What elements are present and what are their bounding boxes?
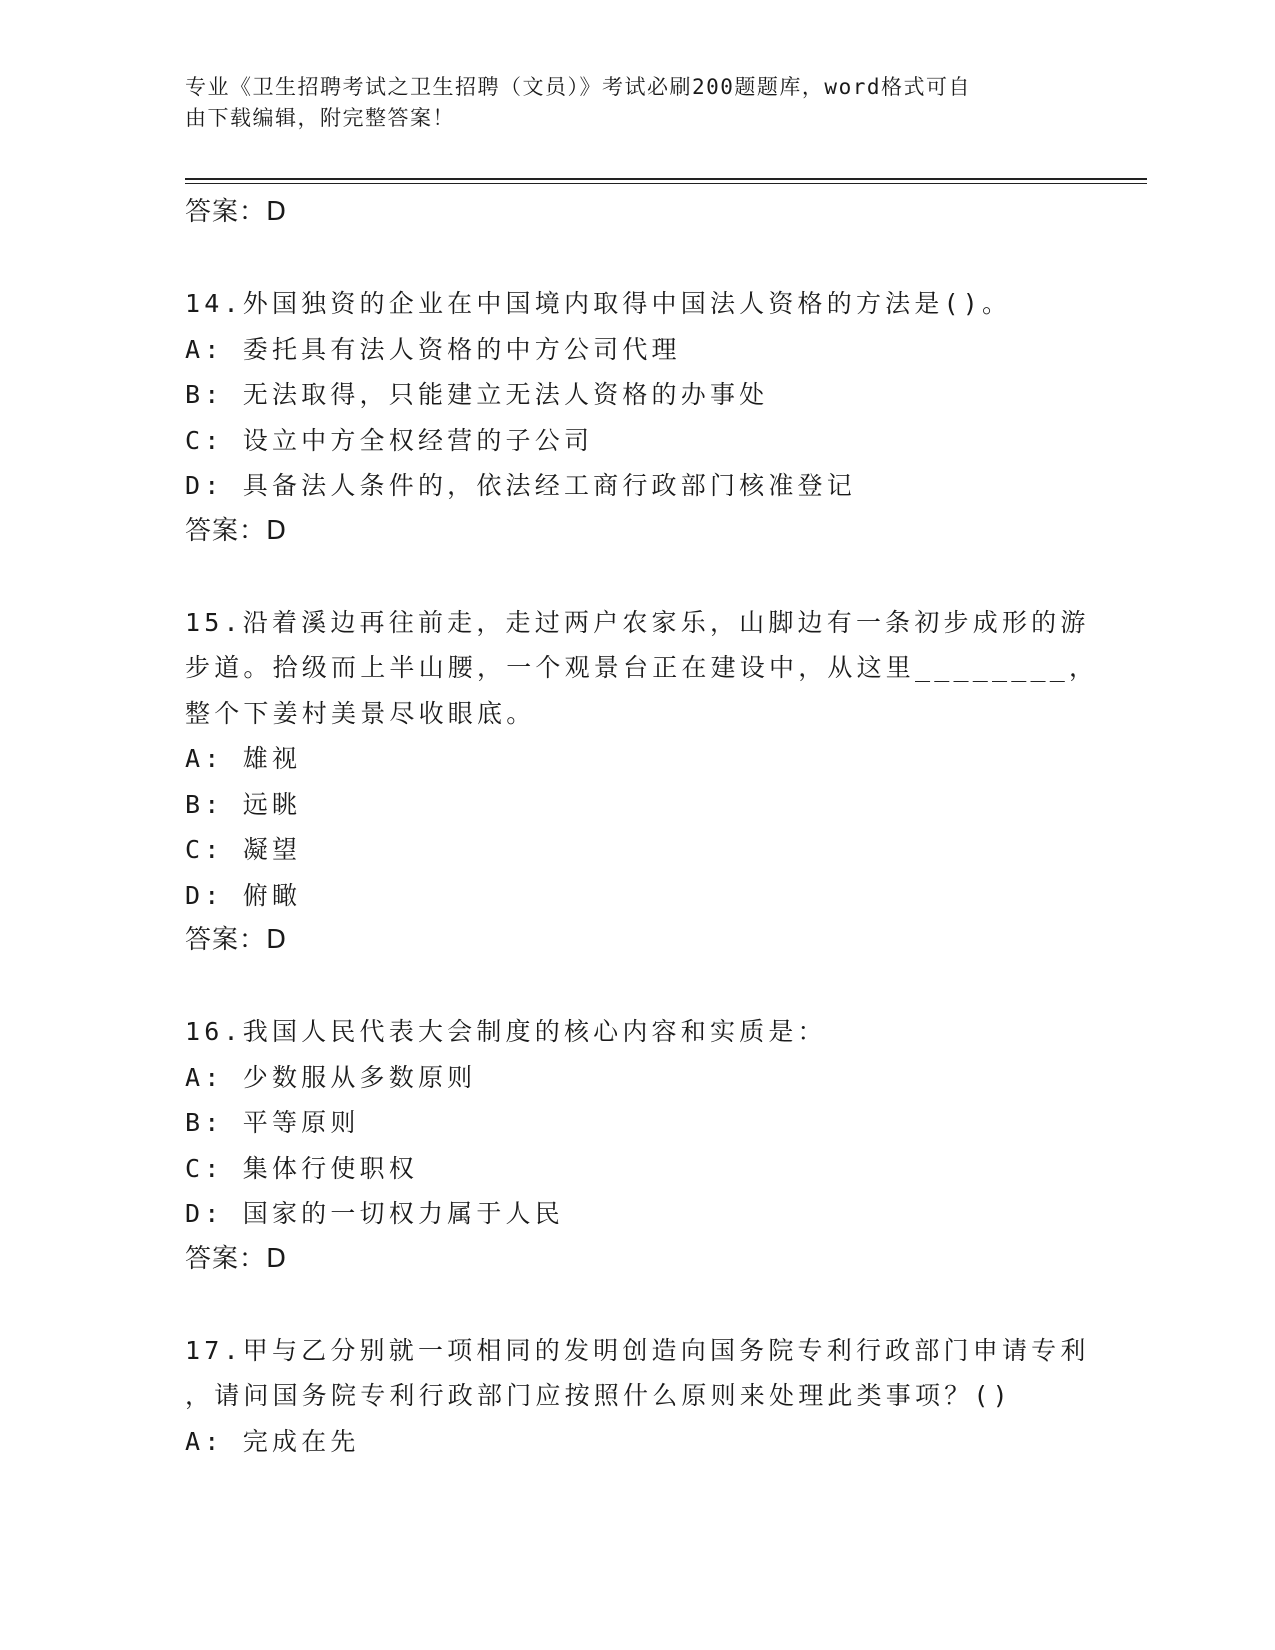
answer-line: 答案：D: [185, 925, 288, 955]
question-text: 整个下姜村美景尽收眼底。: [185, 698, 536, 728]
question-text: ，请问国务院专利行政部门应按照什么原则来处理此类事项？(): [185, 1381, 1012, 1410]
header-divider-thick: [185, 178, 1147, 180]
question-text: 步道。拾级而上半山腰，一个观景台正在建设中，从这里________，: [185, 653, 1099, 682]
option-d: D: 国家的一切权力属于人民: [185, 1199, 564, 1228]
answer-line: 答案：D: [185, 515, 288, 546]
option-d: D: 俯瞰: [185, 880, 302, 910]
question-text: 16.我国人民代表大会制度的核心内容和实质是：: [185, 1017, 827, 1046]
option-a: A: 少数服从多数原则: [185, 1062, 477, 1092]
spacer: [185, 963, 1085, 1009]
question-block: [185, 1009, 1085, 1282]
option-b: B: 远眺: [185, 789, 302, 819]
option-c: C: 凝望: [185, 835, 302, 864]
header-divider-thin: [185, 183, 1147, 184]
option-a: A: 委托具有法人资格的中方公司代理: [185, 334, 681, 364]
option-d: D: 具备法人条件的，依法经工商行政部门核准登记: [185, 471, 856, 500]
question-block: [185, 600, 1099, 964]
header-line-2: 由下载编辑，附完整答案！: [185, 106, 455, 130]
spacer: [185, 1282, 1085, 1328]
question-block: [185, 281, 1085, 554]
document-header: [185, 72, 1065, 134]
spacer: [185, 554, 1085, 600]
question-text: 17.甲与乙分别就一项相同的发明创造向国务院专利行政部门申请专利: [185, 1335, 1090, 1365]
question-text: 15.沿着溪边再往前走，走过两户农家乐，山脚边有一条初步成形的游: [185, 607, 1090, 637]
option-b: B: 平等原则: [185, 1108, 360, 1137]
spacer: [185, 235, 1085, 281]
question-list: [185, 190, 1099, 1464]
answer-line: 答案：D: [185, 197, 288, 227]
header-line-1: 专业《卫生招聘考试之卫生招聘（文员）》考试必刷200题题库，word格式可自: [185, 75, 971, 99]
question-text: 14.外国独资的企业在中国境内取得中国法人资格的方法是()。: [185, 289, 1012, 318]
option-c: C: 设立中方全权经营的子公司: [185, 425, 594, 455]
option-a: A: 雄视: [185, 744, 302, 773]
option-c: C: 集体行使职权: [185, 1153, 418, 1183]
option-a: A: 完成在先: [185, 1426, 360, 1456]
answer-line: 答案：D: [185, 1243, 288, 1274]
option-b: B: 无法取得，只能建立无法人资格的办事处: [185, 380, 769, 409]
question-block: [185, 1328, 1090, 1465]
